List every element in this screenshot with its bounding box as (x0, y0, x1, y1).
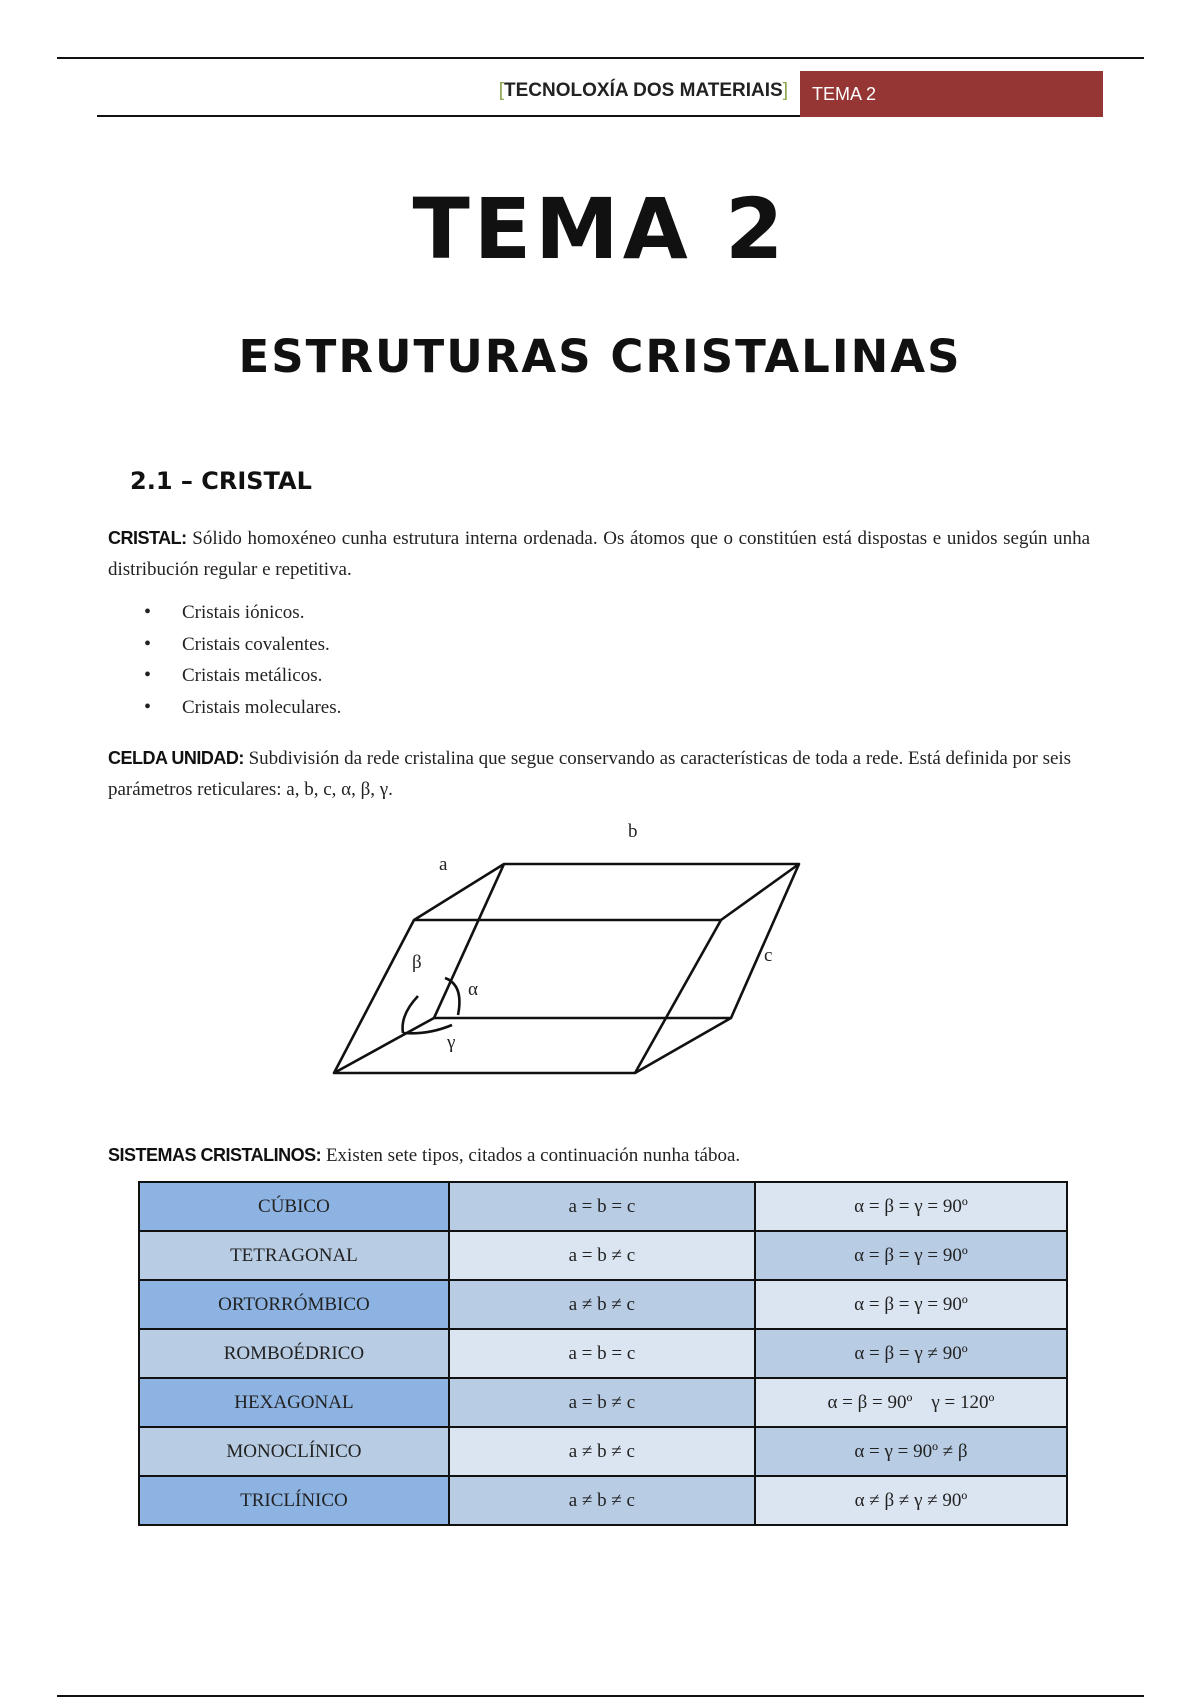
celda-definition: Subdivisión da rede cristalina que segue conservando as características de toda a rede. Está definida por seis parámetros reticulares: a, b, c, α, β, γ. (108, 748, 1072, 800)
system-edges-cell: a = b ≠ c (449, 1231, 755, 1280)
label-alpha: α (468, 979, 478, 1000)
system-angles-cell: α = β = 90º γ = 120º (755, 1378, 1067, 1427)
system-angles-cell: α = β = γ = 90º (755, 1231, 1067, 1280)
system-angles-cell: α = γ = 90º ≠ β (755, 1427, 1067, 1476)
system-name-cell: HEXAGONAL (139, 1378, 449, 1427)
sistemas-intro: Existen sete tipos, citados a continuación nunha táboa. (325, 1145, 741, 1166)
angle-arc-gamma (403, 1025, 452, 1033)
table-row (139, 1378, 1067, 1427)
table-row (139, 1182, 1067, 1231)
label-beta: β (412, 952, 422, 973)
system-name-cell: MONOCLÍNICO (139, 1427, 449, 1476)
cell-bottom-face (334, 1018, 731, 1073)
system-name-cell: ORTORRÓMBICO (139, 1280, 449, 1329)
list-item: • Cristais covalentes. (140, 629, 341, 661)
crystal-systems-body (139, 1182, 1067, 1525)
system-edges-cell: a = b = c (449, 1182, 755, 1231)
list-item: • Cristais metálicos. (140, 660, 341, 692)
system-name-cell: TRICLÍNICO (139, 1476, 449, 1525)
list-item: • Cristais iónicos. (140, 597, 341, 629)
sistemas-paragraph (108, 1140, 1090, 1171)
table-row (139, 1476, 1067, 1525)
system-angles-cell: α = β = γ = 90º (755, 1280, 1067, 1329)
header-tab: TEMA 2 (800, 71, 1103, 117)
crystal-systems-table (138, 1181, 1068, 1526)
bottom-rule (57, 1695, 1144, 1697)
list-item: • Cristais moleculares. (140, 692, 341, 724)
celda-term: CELDA UNIDAD: (108, 748, 244, 768)
cell-edge (635, 920, 721, 1073)
celda-paragraph (108, 743, 1090, 805)
system-angles-cell: α = β = γ ≠ 90º (755, 1329, 1067, 1378)
angle-arc-alpha (445, 978, 459, 1015)
section-heading: 2.1 – CRISTAL (130, 467, 312, 495)
label-a: a (439, 854, 448, 875)
cristal-term: CRISTAL: (108, 528, 187, 548)
table-row (139, 1280, 1067, 1329)
header-bracket-close: ] (782, 80, 788, 101)
system-name-cell: CÚBICO (139, 1182, 449, 1231)
crystal-types-list (140, 597, 341, 723)
cell-top-face (414, 864, 799, 920)
header-title (499, 80, 788, 102)
label-gamma: γ (447, 1032, 456, 1053)
page-title: TEMA 2 (412, 180, 788, 278)
table-row (139, 1427, 1067, 1476)
table-row (139, 1329, 1067, 1378)
header-title-text: TECNOLOXÍA DOS MATERIAIS (504, 80, 783, 101)
header-bracket-open: [ (498, 80, 505, 101)
label-c: c (764, 945, 773, 966)
system-edges-cell: a = b ≠ c (449, 1378, 755, 1427)
system-angles-cell: α = β = γ = 90º (755, 1182, 1067, 1231)
cristal-paragraph (108, 523, 1090, 585)
system-edges-cell: a ≠ b ≠ c (449, 1427, 755, 1476)
header-rule (97, 115, 800, 117)
system-name-cell: TETRAGONAL (139, 1231, 449, 1280)
top-rule (57, 57, 1144, 59)
unit-cell-diagram (300, 815, 820, 1080)
cristal-definition: Sólido homoxéneo cunha estrutura interna ordenada. Os átomos que o constitúen está dispostas e unidos según unha distribución regular e repetitiva. (108, 528, 1091, 580)
system-edges-cell: a ≠ b ≠ c (449, 1280, 755, 1329)
system-edges-cell: a ≠ b ≠ c (449, 1476, 755, 1525)
sistemas-term: SISTEMAS CRISTALINOS: (108, 1145, 322, 1165)
label-b: b (628, 821, 638, 842)
system-name-cell: ROMBOÉDRICO (139, 1329, 449, 1378)
table-row (139, 1231, 1067, 1280)
system-edges-cell: a = b = c (449, 1329, 755, 1378)
page-subtitle: ESTRUTURAS CRISTALINAS (238, 330, 962, 383)
system-angles-cell: α ≠ β ≠ γ ≠ 90º (755, 1476, 1067, 1525)
